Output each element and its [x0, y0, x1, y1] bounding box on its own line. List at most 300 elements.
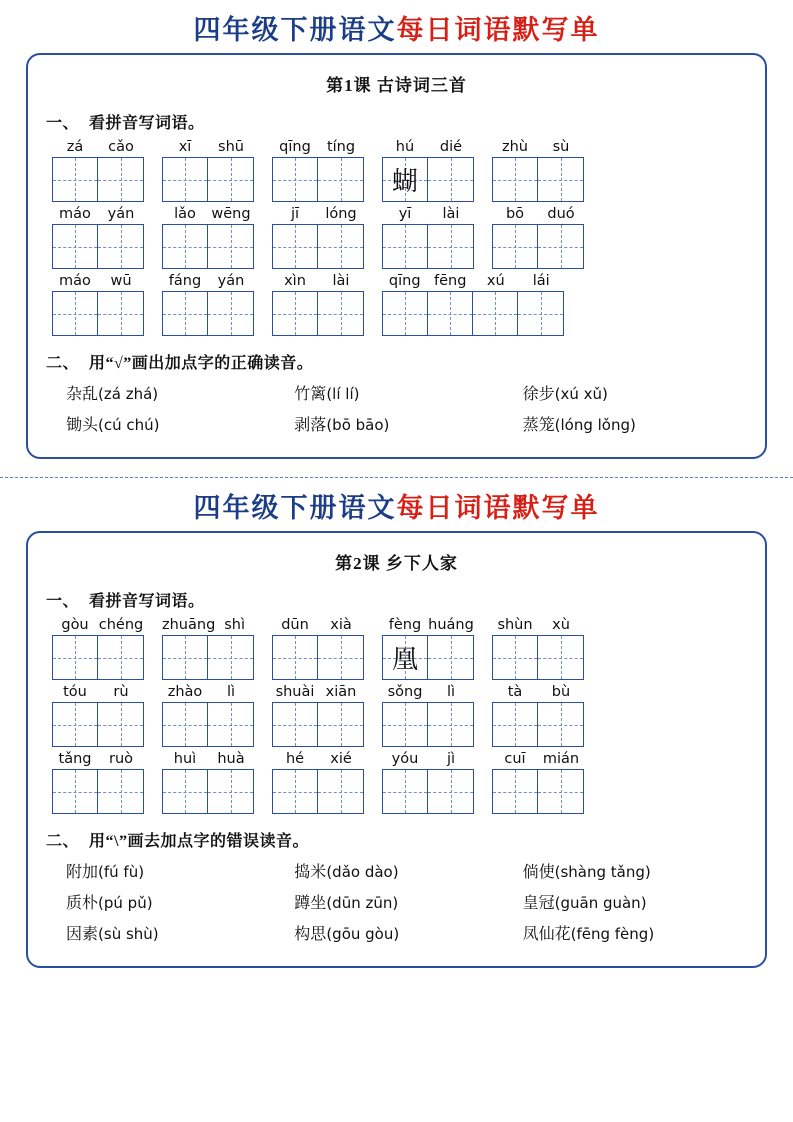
choice-options[interactable]: (xú xǔ) — [554, 385, 608, 403]
word-item — [162, 139, 254, 202]
writing-cell-char — [493, 636, 537, 679]
writing-cell-char — [428, 636, 473, 679]
writing-grid[interactable] — [272, 224, 364, 269]
writing-cell[interactable] — [273, 636, 318, 679]
writing-cell[interactable] — [383, 292, 428, 335]
word-item — [272, 139, 364, 202]
writing-cell-char — [518, 292, 563, 335]
writing-cell-char — [53, 636, 97, 679]
writing-cell[interactable] — [208, 292, 253, 335]
pinyin-syllable: xī — [178, 139, 192, 155]
exercise-2-text-sheet-2: 用“\”画去加点字的错误读音。 — [89, 833, 309, 850]
sheet-title-blue-1: 四年级下册语文 — [193, 15, 397, 45]
writing-cell-char — [273, 292, 317, 335]
choice-options[interactable]: (bō bāo) — [326, 416, 390, 434]
writing-cell[interactable] — [383, 770, 428, 813]
writing-cell[interactable] — [98, 703, 143, 746]
writing-cell-char — [98, 770, 143, 813]
writing-cell[interactable] — [428, 158, 473, 201]
worksheet-sheet-2 — [26, 478, 767, 968]
word-row — [42, 684, 751, 747]
exercise-1-heading-sheet-1 — [46, 110, 751, 133]
word-item — [162, 751, 254, 814]
lesson-title-1: 第1课 古诗词三首 — [326, 76, 467, 95]
writing-cell[interactable] — [273, 292, 318, 335]
choice-item[interactable] — [294, 857, 522, 888]
pinyin-syllable: máo — [59, 273, 91, 289]
writing-grid[interactable] — [162, 224, 254, 269]
writing-cell-char — [208, 225, 253, 268]
sheet-title-red-1: 每日词语默写单 — [396, 15, 600, 45]
pinyin-syllable: cǎo — [108, 139, 134, 155]
choice-item[interactable] — [66, 379, 294, 410]
word-item — [382, 617, 474, 680]
writing-cell[interactable] — [538, 225, 583, 268]
writing-cell[interactable] — [163, 158, 208, 201]
pinyin-label — [492, 684, 584, 700]
choice-word: 蹲坐 — [294, 895, 327, 912]
writing-cell[interactable] — [208, 225, 253, 268]
writing-cell-char — [53, 158, 97, 201]
writing-cell[interactable] — [318, 158, 363, 201]
word-item — [52, 751, 144, 814]
pinyin-syllable: ruò — [108, 751, 134, 767]
pinyin-syllable: xiān — [325, 684, 357, 700]
pinyin-syllable: shuài — [275, 684, 315, 700]
writing-cell[interactable] — [538, 158, 583, 201]
writing-grid[interactable] — [52, 635, 144, 680]
pinyin-label — [52, 751, 144, 767]
pinyin-label — [272, 273, 364, 289]
writing-cell[interactable] — [98, 636, 143, 679]
word-item — [492, 684, 584, 747]
writing-grid[interactable] — [52, 224, 144, 269]
pinyin-syllable: zhù — [502, 139, 528, 155]
pinyin-syllable: lì — [226, 684, 236, 700]
writing-cell[interactable] — [163, 770, 208, 813]
writing-cell-char — [163, 770, 207, 813]
writing-cell-char — [538, 703, 583, 746]
pinyin-syllable: sù — [552, 139, 570, 155]
writing-cell[interactable] — [318, 292, 363, 335]
pinyin-syllable: xié — [330, 751, 352, 767]
word-row — [42, 751, 751, 814]
exercise-1-text-sheet-2: 看拼音写词语。 — [89, 593, 205, 610]
choice-options[interactable]: (cú chú) — [98, 416, 160, 434]
choice-options[interactable]: (lóng lǒng) — [554, 416, 636, 434]
word-item — [162, 273, 254, 336]
writing-cell[interactable] — [538, 703, 583, 746]
writing-cell[interactable] — [383, 158, 428, 201]
writing-cell-char — [428, 225, 473, 268]
pinyin-label — [162, 273, 254, 289]
writing-cell-char — [273, 703, 317, 746]
writing-cell[interactable] — [318, 770, 363, 813]
pinyin-syllable: yán — [107, 206, 135, 222]
writing-cell[interactable] — [208, 770, 253, 813]
writing-grid[interactable] — [382, 291, 564, 336]
exercise-1-number-sheet-2: 一、 — [46, 593, 80, 610]
pronunciation-choice-list-sheet-2 — [42, 857, 751, 950]
choice-options[interactable]: (gōu gòu) — [326, 925, 400, 943]
pinyin-syllable: dié — [439, 139, 463, 155]
pinyin-syllable: tà — [507, 684, 523, 700]
pinyin-syllable: qīng — [388, 273, 421, 289]
writing-cell[interactable] — [428, 225, 473, 268]
writing-cell-char: 凰 — [391, 645, 418, 674]
choice-word: 质朴 — [66, 895, 99, 912]
writing-grid[interactable] — [382, 635, 474, 680]
choice-word: 锄头 — [66, 417, 99, 434]
writing-cell-char — [493, 225, 537, 268]
choice-word: 凤仙花 — [522, 926, 571, 943]
writing-grid[interactable] — [492, 635, 584, 680]
exercise-2-heading-sheet-2 — [46, 828, 751, 851]
writing-cell[interactable] — [383, 225, 428, 268]
pinyin-label — [272, 617, 364, 633]
pinyin-syllable: yán — [217, 273, 245, 289]
pinyin-syllable: fáng — [168, 273, 202, 289]
choice-options[interactable]: (fú fù) — [98, 863, 145, 881]
writing-grid[interactable] — [162, 291, 254, 336]
writing-grid[interactable] — [492, 224, 584, 269]
writing-cell[interactable] — [538, 770, 583, 813]
writing-grid[interactable] — [492, 157, 584, 202]
pinyin-syllable: rù — [113, 684, 129, 700]
word-row — [42, 617, 751, 680]
writing-cell[interactable] — [163, 225, 208, 268]
pinyin-label — [382, 751, 474, 767]
pinyin-syllable: zhào — [167, 684, 203, 700]
writing-cell-char — [163, 636, 207, 679]
choice-options[interactable]: (fēng fèng) — [570, 925, 655, 943]
writing-grid[interactable] — [162, 635, 254, 680]
pinyin-label — [382, 684, 474, 700]
pinyin-label — [272, 684, 364, 700]
writing-cell-char — [98, 292, 143, 335]
choice-options[interactable]: (dūn zūn) — [326, 894, 399, 912]
writing-cell[interactable] — [208, 158, 253, 201]
writing-cell-char — [53, 703, 97, 746]
writing-grid[interactable] — [272, 157, 364, 202]
writing-cell[interactable] — [208, 703, 253, 746]
word-item — [162, 684, 254, 747]
pinyin-label — [272, 206, 364, 222]
writing-grid[interactable] — [272, 769, 364, 814]
pinyin-syllable: lì — [446, 684, 456, 700]
writing-cell-char — [163, 158, 207, 201]
writing-grid[interactable] — [52, 157, 144, 202]
writing-grid[interactable] — [52, 769, 144, 814]
writing-cell-char — [318, 225, 363, 268]
pinyin-syllable: shùn — [497, 617, 533, 633]
writing-cell[interactable] — [383, 636, 428, 679]
pinyin-syllable: cuī — [504, 751, 526, 767]
pinyin-syllable: yóu — [391, 751, 419, 767]
writing-cell-char — [383, 292, 427, 335]
writing-cell[interactable] — [53, 770, 98, 813]
word-item — [52, 206, 144, 269]
choice-item[interactable] — [523, 919, 751, 950]
writing-cell-char — [538, 770, 583, 813]
writing-grid[interactable] — [52, 702, 144, 747]
writing-cell[interactable] — [53, 636, 98, 679]
writing-grid[interactable] — [272, 635, 364, 680]
choice-item[interactable] — [294, 410, 522, 441]
writing-cell[interactable] — [538, 636, 583, 679]
pinyin-syllable: xú — [486, 273, 505, 289]
writing-cell-char — [428, 703, 473, 746]
writing-cell[interactable] — [98, 158, 143, 201]
word-item — [382, 684, 474, 747]
writing-cell-char — [318, 158, 363, 201]
writing-cell-char — [208, 703, 253, 746]
writing-cell-char — [493, 158, 537, 201]
choice-word: 皇冠 — [522, 895, 555, 912]
exercise-2-number-sheet-1: 二、 — [46, 355, 80, 372]
writing-cell[interactable] — [428, 292, 473, 335]
choice-options[interactable]: (shàng tǎng) — [554, 863, 651, 881]
pinyin-syllable: zá — [66, 139, 84, 155]
word-item — [382, 273, 564, 336]
writing-cell[interactable] — [428, 703, 473, 746]
writing-cell[interactable] — [518, 292, 563, 335]
writing-cell-char — [383, 225, 427, 268]
writing-cell[interactable] — [53, 225, 98, 268]
choice-word: 因素 — [66, 926, 99, 943]
pinyin-syllable: jī — [290, 206, 300, 222]
writing-grid[interactable] — [382, 157, 474, 202]
pinyin-syllable: lài — [332, 273, 350, 289]
writing-cell[interactable] — [273, 770, 318, 813]
pinyin-label — [52, 684, 144, 700]
writing-cell-char — [318, 703, 363, 746]
writing-cell-char — [473, 292, 517, 335]
writing-cell[interactable] — [318, 703, 363, 746]
choice-word: 构思 — [294, 926, 327, 943]
writing-cell[interactable] — [493, 703, 538, 746]
pinyin-label — [382, 617, 474, 633]
writing-cell-char — [273, 636, 317, 679]
writing-cell[interactable] — [98, 225, 143, 268]
pinyin-syllable: yī — [398, 206, 412, 222]
pinyin-syllable: bō — [505, 206, 525, 222]
writing-cell[interactable] — [208, 636, 253, 679]
pronunciation-choice-list-sheet-1 — [42, 379, 751, 441]
choice-item[interactable] — [523, 888, 751, 919]
choice-item[interactable] — [66, 888, 294, 919]
choice-options[interactable]: (sù shù) — [98, 925, 159, 943]
writing-cell[interactable] — [473, 292, 518, 335]
writing-cell[interactable] — [493, 770, 538, 813]
word-item — [52, 617, 144, 680]
writing-grid[interactable] — [162, 702, 254, 747]
choice-options[interactable]: (zá zhá) — [98, 385, 159, 403]
sheet-title-1 — [26, 0, 767, 53]
pinyin-label — [492, 751, 584, 767]
writing-cell-char — [163, 292, 207, 335]
word-item — [492, 206, 584, 269]
writing-cell[interactable] — [383, 703, 428, 746]
writing-cell-char — [98, 636, 143, 679]
choice-options[interactable]: (lí lí) — [326, 385, 360, 403]
word-item — [382, 751, 474, 814]
choice-options[interactable]: (pú pǔ) — [98, 894, 153, 912]
worksheet-sheet-1 — [26, 0, 767, 459]
writing-cell-char — [383, 703, 427, 746]
pinyin-syllable: máo — [59, 206, 91, 222]
writing-cell-char — [53, 225, 97, 268]
pinyin-syllable: qīng — [279, 139, 311, 155]
writing-grid[interactable] — [272, 702, 364, 747]
exercise-2-heading-sheet-1 — [46, 350, 751, 373]
writing-cell[interactable] — [428, 770, 473, 813]
pinyin-label — [52, 206, 144, 222]
writing-cell-char — [428, 292, 472, 335]
word-item — [272, 684, 364, 747]
writing-cell-char — [383, 770, 427, 813]
pinyin-syllable: shì — [224, 617, 246, 633]
pinyin-label — [492, 617, 584, 633]
exercise-1-text-sheet-1: 看拼音写词语。 — [89, 115, 205, 132]
word-item — [52, 684, 144, 747]
pinyin-syllable: hú — [395, 139, 415, 155]
word-item — [492, 617, 584, 680]
writing-grid[interactable] — [162, 769, 254, 814]
writing-cell-char — [428, 158, 473, 201]
writing-cell[interactable] — [273, 225, 318, 268]
writing-cell[interactable] — [493, 636, 538, 679]
pinyin-syllable: jì — [446, 751, 456, 767]
writing-grid[interactable] — [162, 157, 254, 202]
writing-cell-char — [493, 703, 537, 746]
writing-cell-char — [318, 770, 363, 813]
choice-item[interactable] — [523, 410, 751, 441]
writing-cell[interactable] — [98, 770, 143, 813]
pinyin-syllable: shū — [218, 139, 244, 155]
pinyin-syllable: fēng — [434, 273, 467, 289]
pinyin-syllable: tíng — [326, 139, 356, 155]
word-item — [272, 751, 364, 814]
writing-cell[interactable] — [318, 636, 363, 679]
choice-word: 剥落 — [294, 417, 327, 434]
pinyin-label — [52, 617, 144, 633]
writing-cell-char — [538, 158, 583, 201]
pinyin-label — [382, 273, 564, 289]
word-item — [52, 273, 144, 336]
writing-cell[interactable] — [53, 158, 98, 201]
pinyin-syllable: xù — [552, 617, 570, 633]
word-row — [42, 273, 751, 336]
pinyin-label — [162, 684, 254, 700]
writing-cell-char — [163, 225, 207, 268]
pinyin-syllable: hé — [285, 751, 305, 767]
writing-grid[interactable] — [492, 702, 584, 747]
pinyin-label — [492, 206, 584, 222]
word-item — [272, 617, 364, 680]
writing-cell[interactable] — [163, 292, 208, 335]
sheet-title-2 — [26, 478, 767, 531]
choice-item[interactable] — [66, 410, 294, 441]
writing-grid[interactable] — [382, 769, 474, 814]
writing-cell-char — [163, 703, 207, 746]
word-item — [52, 139, 144, 202]
pinyin-syllable: wēng — [211, 206, 251, 222]
pinyin-syllable: sǒng — [387, 684, 423, 700]
choice-word: 附加 — [66, 864, 99, 881]
choice-item[interactable] — [523, 379, 751, 410]
pinyin-syllable: xìn — [284, 273, 306, 289]
pinyin-label — [52, 139, 144, 155]
word-item — [162, 206, 254, 269]
choice-item[interactable] — [66, 919, 294, 950]
writing-cell[interactable] — [53, 292, 98, 335]
word-row — [42, 139, 751, 202]
exercise-1-number-sheet-1: 一、 — [46, 115, 80, 132]
writing-cell-char — [273, 770, 317, 813]
exercise-2-number-sheet-2: 二、 — [46, 833, 80, 850]
pinyin-label — [272, 139, 364, 155]
choice-word: 徐步 — [522, 386, 555, 403]
writing-cell[interactable] — [53, 703, 98, 746]
exercise-2-text-sheet-1: 用“√”画出加点字的正确读音。 — [89, 355, 314, 372]
choice-item[interactable] — [294, 888, 522, 919]
word-item — [272, 273, 364, 336]
writing-cell[interactable] — [318, 225, 363, 268]
pinyin-syllable: lài — [442, 206, 460, 222]
pinyin-syllable: chéng — [98, 617, 144, 633]
writing-grid[interactable] — [52, 291, 144, 336]
word-item — [272, 206, 364, 269]
sheet-body-2 — [26, 531, 767, 968]
writing-grid[interactable] — [272, 291, 364, 336]
writing-cell-char — [538, 225, 583, 268]
pinyin-label — [52, 273, 144, 289]
pinyin-syllable: lái — [532, 273, 550, 289]
writing-cell-char — [538, 636, 583, 679]
writing-grid[interactable] — [382, 702, 474, 747]
choice-item[interactable] — [294, 919, 522, 950]
writing-cell[interactable] — [163, 703, 208, 746]
writing-cell-char — [53, 770, 97, 813]
pinyin-syllable: lǎo — [174, 206, 196, 222]
pinyin-syllable: dūn — [281, 617, 309, 633]
writing-cell[interactable] — [98, 292, 143, 335]
choice-word: 捣米 — [294, 864, 327, 881]
pinyin-label — [162, 206, 254, 222]
writing-cell[interactable] — [273, 703, 318, 746]
choice-options[interactable]: (guān guàn) — [554, 894, 647, 912]
writing-grid[interactable] — [382, 224, 474, 269]
writing-cell[interactable] — [493, 158, 538, 201]
writing-cell[interactable] — [493, 225, 538, 268]
choice-item[interactable] — [294, 379, 522, 410]
sheet-title-blue-2: 四年级下册语文 — [193, 493, 397, 523]
pinyin-syllable: tǎng — [58, 751, 92, 767]
writing-cell[interactable] — [163, 636, 208, 679]
writing-cell-char — [208, 770, 253, 813]
choice-item[interactable] — [523, 857, 751, 888]
writing-cell[interactable] — [428, 636, 473, 679]
writing-grid[interactable] — [492, 769, 584, 814]
writing-cell[interactable] — [273, 158, 318, 201]
pinyin-label — [162, 617, 254, 633]
writing-cell-char — [493, 770, 537, 813]
choice-options[interactable]: (dǎo dào) — [326, 863, 399, 881]
pinyin-label — [492, 139, 584, 155]
pinyin-syllable: mián — [542, 751, 580, 767]
choice-item[interactable] — [66, 857, 294, 888]
